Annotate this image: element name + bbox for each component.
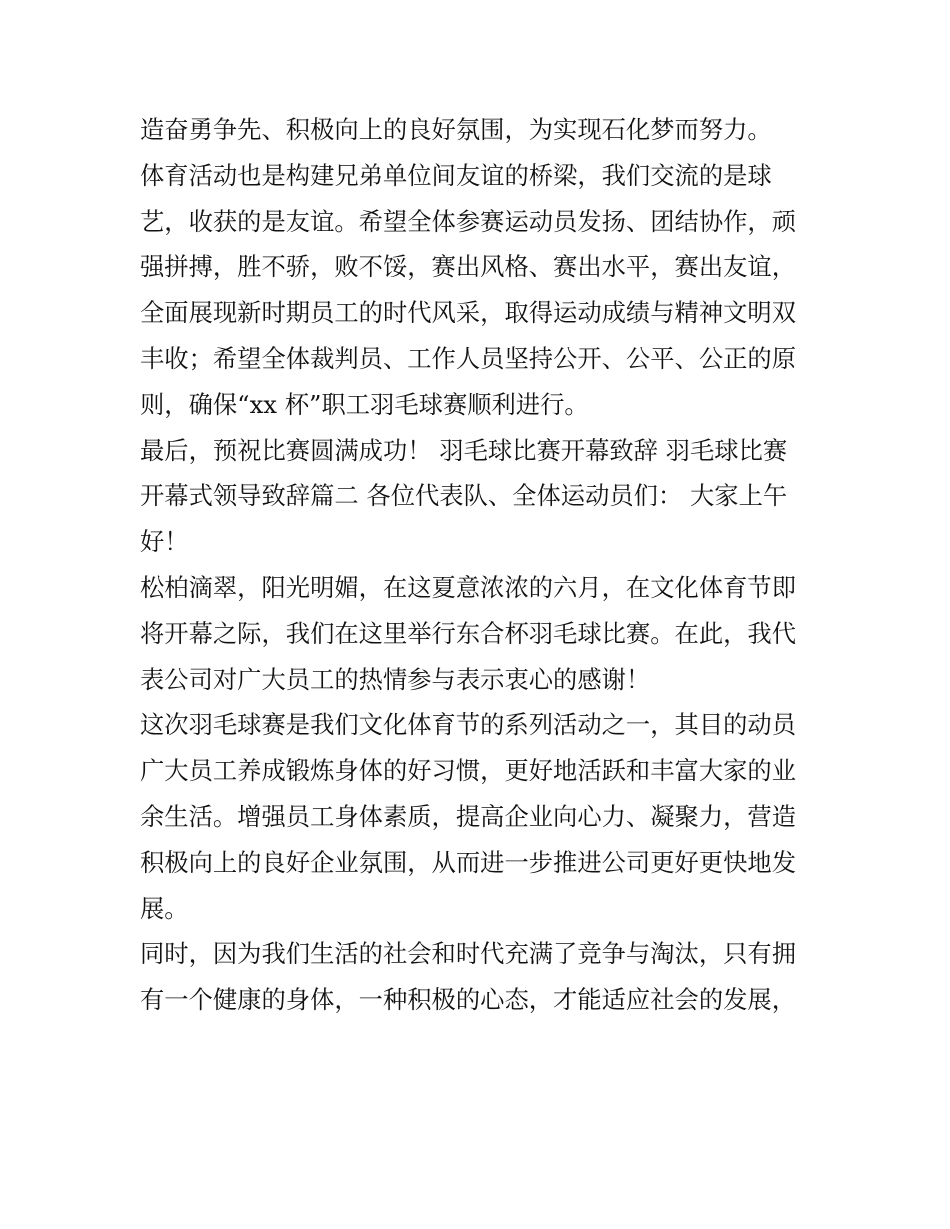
text-line: 体育活动也是构建兄弟单位间友谊的桥梁，我们交流的是球 bbox=[140, 160, 772, 190]
text-line: 积极向上的良好企业氛围，从而进一步推进公司更好更快地发 bbox=[140, 847, 797, 877]
text-line: 余生活。增强员工身体素质，提高企业向心力、凝聚力，营造 bbox=[140, 801, 797, 831]
text-line: 同时，因为我们生活的社会和时代充满了竞争与淘汰，只有拥 bbox=[140, 939, 797, 969]
text-line: 强拼搏，胜不骄，败不馁，赛出风格、赛出水平，赛出友谊， bbox=[140, 252, 797, 282]
text-line: 广大员工养成锻炼身体的好习惯，更好地活跃和丰富大家的业 bbox=[140, 756, 797, 786]
text-line: 有一个健康的身体，一种积极的心态，才能适应社会的发展， bbox=[140, 985, 797, 1015]
text-line: 松柏滴翠，阳光明媚，在这夏意浓浓的六月，在文化体育节即 bbox=[140, 572, 797, 602]
text-line: 将开幕之际，我们在这里举行东合杯羽毛球比赛。在此，我代 bbox=[140, 618, 797, 648]
text-line: 好！ bbox=[140, 527, 189, 557]
text-line: 展。 bbox=[140, 893, 189, 923]
text-line: 艺，收获的是友谊。希望全体参赛运动员发扬、团结协作，顽 bbox=[140, 206, 797, 236]
text-line: 这次羽毛球赛是我们文化体育节的系列活动之一，其目的动员 bbox=[140, 710, 797, 740]
text-line: 丰收；希望全体裁判员、工作人员坚持公开、公平、公正的原 bbox=[140, 343, 797, 373]
text-line: 造奋勇争先、积极向上的良好氛围，为实现石化梦而努力。 bbox=[140, 115, 772, 144]
text-line: 表公司对广大员工的热情参与表示衷心的感谢！ bbox=[140, 664, 651, 694]
text-line: 则，确保“xx 杯”职工羽毛球赛顺利进行。 bbox=[140, 389, 589, 419]
document-body bbox=[140, 107, 820, 1023]
text-line: 开幕式领导致辞篇二 各位代表队、全体运动员们： 大家上午 bbox=[140, 481, 788, 511]
text-line: 最后，预祝比赛圆满成功！ 羽毛球比赛开幕致辞 羽毛球比赛 bbox=[140, 435, 788, 465]
text-line: 全面展现新时期员工的时代风采，取得运动成绩与精神文明双 bbox=[140, 298, 797, 328]
